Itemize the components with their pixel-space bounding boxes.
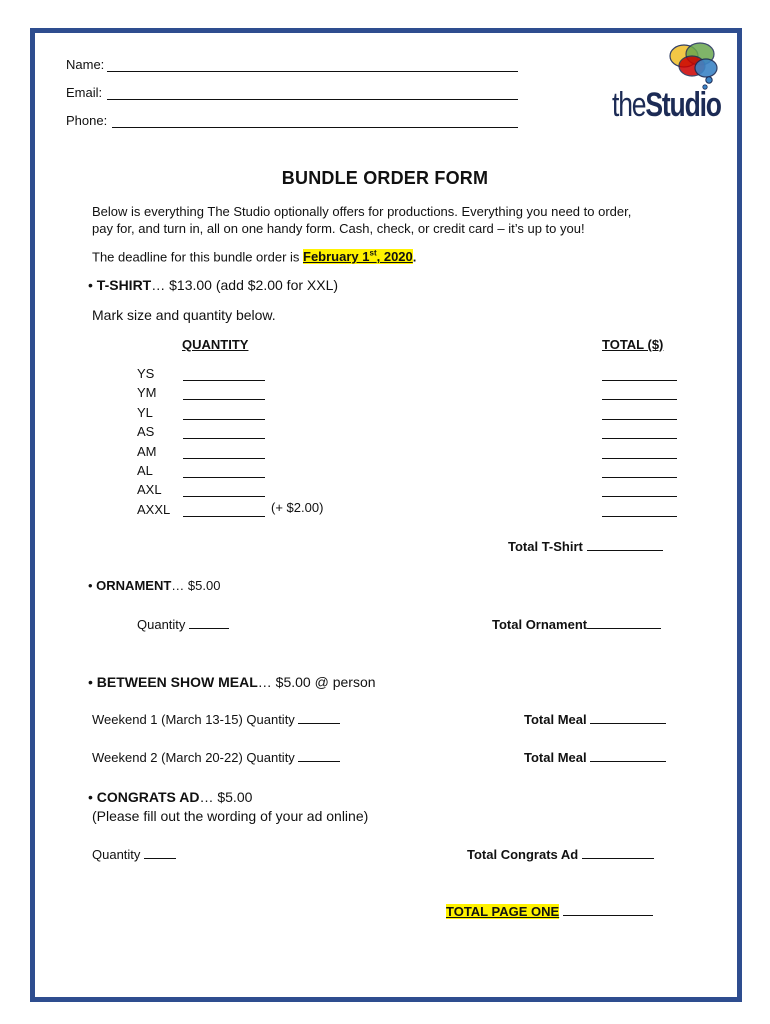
ornament-quantity-row — [137, 617, 229, 632]
total-field-axl[interactable] — [602, 496, 677, 497]
studio-logo: theStudio — [612, 86, 721, 124]
total-ornament-label: Total Ornament — [492, 617, 588, 632]
size-label-as: AS — [137, 424, 155, 440]
total-page-label: TOTAL PAGE ONE — [446, 904, 560, 919]
meal-heading: • BETWEEN SHOW MEAL… $5.00 @ person — [88, 674, 376, 690]
total-meal-label-1: Total Meal — [524, 712, 587, 727]
total-field-as[interactable] — [602, 438, 677, 439]
email-label: Email: — [66, 85, 103, 100]
axxl-note: (+ $2.00) — [271, 500, 324, 515]
weekend1-quantity-field[interactable] — [298, 713, 340, 724]
page-title: BUNDLE ORDER FORM — [281, 168, 489, 188]
total-meal-row-2 — [524, 750, 666, 765]
total-tshirt-field[interactable] — [587, 540, 663, 551]
phone-field[interactable] — [112, 127, 518, 128]
congrats-heading: • CONGRATS AD… $5.00 — [88, 789, 253, 805]
total-tshirt-label: Total T-Shirt — [508, 539, 583, 554]
name-field[interactable] — [107, 71, 518, 72]
deadline-text: The deadline for this bundle order is February 1st, 2020. — [92, 249, 417, 265]
weekend1-row — [92, 712, 340, 727]
size-label-ym: YM — [137, 385, 157, 401]
total-meal-field-2[interactable] — [590, 751, 666, 762]
quantity-field-am[interactable] — [183, 458, 265, 459]
ornament-quantity-field[interactable] — [189, 618, 229, 629]
total-page-field[interactable] — [563, 905, 653, 916]
total-congrats-label: Total Congrats Ad — [467, 847, 579, 862]
quantity-field-ym[interactable] — [183, 399, 265, 400]
congrats-quantity-label: Quantity — [92, 847, 141, 862]
total-tshirt-row — [508, 539, 663, 554]
intro-line-2: pay for, and turn in, all on one handy form. Cash, check, or credit card – it’s up to you! — [92, 221, 585, 236]
weekend1-label: Weekend 1 (March 13-15) Quantity — [92, 712, 295, 727]
size-label-ys: YS — [137, 366, 155, 381]
size-label-am: AM — [137, 443, 157, 459]
quantity-field-axl[interactable] — [183, 496, 265, 497]
congrats-quantity-row — [92, 847, 176, 862]
total-field-al[interactable] — [602, 477, 677, 478]
size-label-yl: YL — [137, 404, 153, 420]
total-header: TOTAL ($) — [602, 337, 664, 352]
total-field-ym[interactable] — [602, 399, 677, 400]
ornament-heading: • ORNAMENT… $5.00 — [88, 578, 221, 593]
total-ornament-row — [492, 617, 661, 632]
quantity-field-al[interactable] — [183, 477, 265, 478]
total-page-row — [446, 904, 653, 919]
total-field-yl[interactable] — [602, 419, 677, 420]
weekend2-row — [92, 750, 340, 765]
size-label-axxl: AXXL — [137, 501, 171, 517]
total-meal-field-1[interactable] — [590, 713, 666, 724]
size-label-axl: AXL — [137, 482, 162, 498]
name-label: Name: — [66, 57, 105, 72]
total-field-am[interactable] — [602, 458, 677, 459]
quantity-field-as[interactable] — [183, 438, 265, 439]
quantity-field-ys[interactable] — [183, 380, 265, 381]
weekend2-quantity-field[interactable] — [298, 751, 340, 762]
total-congrats-row — [467, 847, 654, 862]
weekend2-label: Weekend 2 (March 20-22) Quantity — [92, 750, 295, 765]
deadline-prefix: The deadline for this bundle order is — [92, 249, 304, 265]
quantity-field-axxl[interactable] — [183, 516, 265, 517]
deadline-date: February 1st, 2020 — [303, 249, 413, 265]
total-field-ys[interactable] — [602, 380, 677, 381]
phone-label: Phone: — [66, 113, 108, 128]
congrats-note: (Please fill out the wording of your ad online) — [92, 808, 369, 824]
size-label-al: AL — [137, 463, 153, 478]
ornament-quantity-label: Quantity — [137, 617, 186, 632]
total-meal-label-2: Total Meal — [524, 750, 587, 765]
total-congrats-field[interactable] — [582, 848, 654, 859]
intro-line-1: Below is everything The Studio optionally offers for productions. Everything you need to order, — [92, 204, 632, 219]
total-field-axxl[interactable] — [602, 516, 677, 517]
tshirt-instruction: Mark size and quantity below. — [92, 307, 276, 323]
tshirt-heading: • T-SHIRT… $13.00 (add $2.00 for XXL) — [88, 277, 339, 293]
email-field[interactable] — [107, 99, 518, 100]
total-ornament-field[interactable] — [587, 618, 661, 629]
congrats-quantity-field[interactable] — [144, 848, 176, 859]
quantity-header: QUANTITY — [182, 337, 249, 352]
quantity-field-yl[interactable] — [183, 419, 265, 420]
total-meal-row-1 — [524, 712, 666, 727]
